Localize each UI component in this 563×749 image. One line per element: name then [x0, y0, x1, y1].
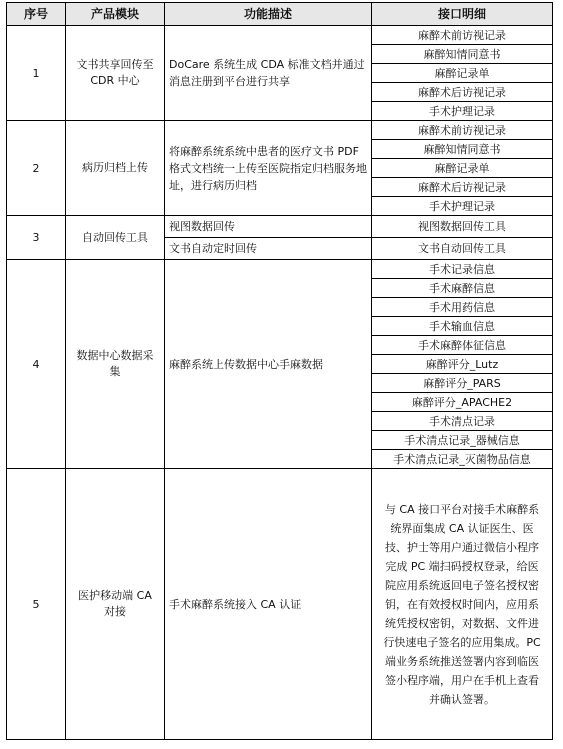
api-item: 麻醉知情同意书: [372, 140, 553, 159]
description-cell: 文书自动定时回传: [165, 238, 372, 260]
api-item: 手术记录信息: [372, 260, 553, 279]
module-cell: 数据中心数据采集: [66, 260, 165, 469]
header-no: 序号: [7, 3, 66, 26]
api-item: 麻醉术前访视记录: [372, 26, 553, 45]
table-row: [7, 260, 553, 279]
api-description: 与 CA 接口平台对接手术麻醉系统界面集成 CA 认证医生、医技、护士等用户通过微信小程序完成 PC 端扫码授权登录，给医院应用系统返回电子签名授权密钥，在有效授权时间内，应用系统凭授权密钥，对数据、文件进行快速电子签名的应用集成。PC 端业务系统推送签署内容到临医签小程序端，用户在手机上查看并确认签署。: [372, 469, 553, 740]
api-item: 麻醉术前访视记录: [372, 121, 553, 140]
api-item: 麻醉记录单: [372, 64, 553, 83]
description-cell: DoCare 系统生成 CDA 标准文档并通过消息注册到平台进行共享: [165, 26, 372, 121]
module-cell: 医护移动端 CA 对接: [66, 469, 165, 740]
api-item: 手术麻醉信息: [372, 279, 553, 298]
table-row: [7, 26, 553, 45]
module-cell: 自动回传工具: [66, 216, 165, 260]
api-item: 麻醉术后访视记录: [372, 178, 553, 197]
api-item: 手术清点记录_灭菌物品信息: [372, 450, 553, 469]
api-item: 手术用药信息: [372, 298, 553, 317]
table-header-row: [7, 3, 553, 26]
description-cell: 麻醉系统上传数据中心手麻数据: [165, 260, 372, 469]
table-row: [7, 469, 553, 740]
module-cell: 文书共享回传至 CDR 中心: [66, 26, 165, 121]
header-description: 功能描述: [165, 3, 372, 26]
api-item: 麻醉知情同意书: [372, 45, 553, 64]
api-item: 麻醉记录单: [372, 159, 553, 178]
description-cell: 视图数据回传: [165, 216, 372, 238]
api-item: 手术护理记录: [372, 102, 553, 121]
row-number: 2: [7, 121, 66, 216]
row-number: 5: [7, 469, 66, 740]
row-number: 4: [7, 260, 66, 469]
header-module: 产品模块: [66, 3, 165, 26]
api-item: 手术麻醉体征信息: [372, 336, 553, 355]
api-item: 手术清点记录: [372, 412, 553, 431]
api-item: 麻醉评分_PARS: [372, 374, 553, 393]
api-item: 手术清点记录_器械信息: [372, 431, 553, 450]
api-item: 视图数据回传工具: [372, 216, 553, 238]
api-item: 麻醉术后访视记录: [372, 83, 553, 102]
api-item: 文书自动回传工具: [372, 238, 553, 260]
description-cell: 将麻醉系统系统中患者的医疗文书 PDF 格式文档统一上传至医院指定归档服务地址，进行病历归档: [165, 121, 372, 216]
api-item: 麻醉评分_Lutz: [372, 355, 553, 374]
api-item: 麻醉评分_APACHE2: [372, 393, 553, 412]
description-cell: 手术麻醉系统接入 CA 认证: [165, 469, 372, 740]
interface-table: [6, 2, 553, 740]
table-row: [7, 216, 553, 238]
row-number: 3: [7, 216, 66, 260]
api-item: 手术护理记录: [372, 197, 553, 216]
table-row: [7, 121, 553, 140]
row-number: 1: [7, 26, 66, 121]
module-cell: 病历归档上传: [66, 121, 165, 216]
header-apis: 接口明细: [372, 3, 553, 26]
api-item: 手术输血信息: [372, 317, 553, 336]
